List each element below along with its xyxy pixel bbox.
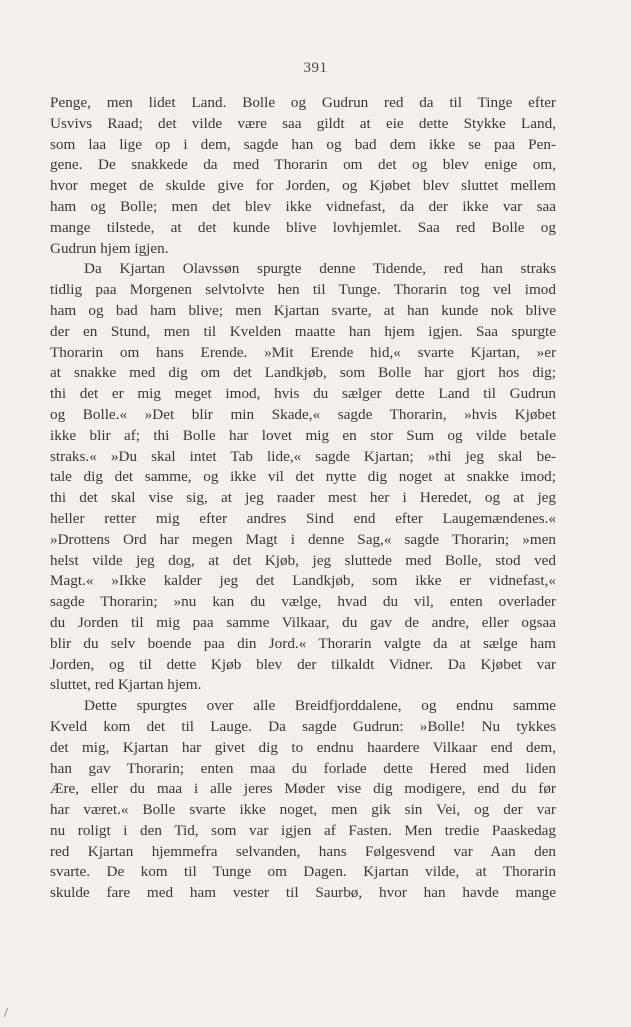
paragraph-2 <box>50 259 556 696</box>
text-line: Penge, men lidet Land. Bolle og Gudrun red da til Tinge efter <box>50 94 556 111</box>
text-line: thi det skal vise sig, at jeg raader mest her i Heredet, og at jeg <box>50 489 556 507</box>
margin-mark: / <box>4 1006 8 1021</box>
text-line: Gudrun hjem igjen. <box>50 239 169 257</box>
text-line: nu roligt i den Tid, som var igjen af Fasten. Men tredie Paaskedag <box>50 821 556 839</box>
text-line: hvor meget de skulde give for Jorden, og Kjøbet blev sluttet mellem <box>50 177 556 195</box>
text-line: heller retter mig efter andres Sind end efter Laugemændenes.« <box>50 509 556 527</box>
text-line: red Kjartan hjemmefra selvanden, hans Følgesvend var Aan den <box>50 842 556 860</box>
text-line: ham og bad ham blive; men Kjartan svarte, at han kunde nok blive <box>50 301 556 319</box>
text-line: sagde Thorarin; »nu kan du vælge, hvad du vil, enten overlader <box>50 593 556 611</box>
text-line: Magt.« »Ikke kalder jeg det Landkjøb, som ikke er vidnefast,« <box>50 572 556 590</box>
text-line: svarte. De kom til Tunge om Dagen. Kjartan vilde, at Thorarin <box>50 863 556 881</box>
text-line: straks.« »Du skal intet Tab lide,« sagde Kjartan; »thi jeg skal be- <box>50 447 556 465</box>
text-line: helst vilde jeg dog, at det Kjøb, jeg sluttede med Bolle, stod ved <box>50 551 556 569</box>
text-line: thi det er mig meget imod, hvis du sælger dette Land til Gudrun <box>50 385 556 403</box>
text-line: der en Stund, men til Kvelden maatte han hjem igjen. Saa spurgte <box>50 322 556 340</box>
text-line: sluttet, red Kjartan hjem. <box>50 676 202 694</box>
text-line: skulde fare med ham vester til Saurbø, hvor han havde mange <box>50 884 556 902</box>
text-line: Kveld kom det til Lauge. Da sagde Gudrun: »Bolle! Nu tykkes <box>50 717 556 735</box>
text-line: »Drottens Ord har megen Magt i denne Sag,« sagde Thorarin; »men <box>50 530 556 548</box>
text-line: det mig, Kjartan har givet dig to endnu haardere Vilkaar end dem, <box>50 738 556 756</box>
text-line: at snakke med dig om det Landkjøb, som Bolle har gjort hos dig; <box>50 364 556 382</box>
text-line: gene. De snakkede da med Thorarin om det og blev enige om, <box>50 156 556 174</box>
paragraph-3 <box>50 696 556 904</box>
body-text <box>50 93 556 904</box>
text-line: Jorden, og til dette Kjøb blev der tilkaldt Vidner. Da Kjøbet var <box>50 655 556 673</box>
text-line: Dette spurgtes over alle Breidfjorddalene, og endnu samme <box>84 697 556 715</box>
text-line: Da Kjartan Olavssøn spurgte denne Tidende, red han straks <box>84 260 556 278</box>
text-line: tale dig det samme, og ikke vil det nytte dig noget at snakke imod; <box>50 468 556 486</box>
text-line: han gav Thorarin; enten maa du forlade dette Hered med liden <box>50 759 556 777</box>
text-line: blir du selv boende paa din Jord.« Thorarin valgte da at sælge ham <box>50 634 556 652</box>
text-line: og Bolle.« »Det blir min Skade,« sagde Thorarin, »hvis Kjøbet <box>50 405 556 423</box>
text-line: Ære, eller du maa i alle jeres Møder vise dig modigere, end du før <box>50 780 556 798</box>
paragraph-1 <box>50 93 556 259</box>
text-line: Thorarin om hans Erende. »Mit Erende hid,« svarte Kjartan, »er <box>50 343 556 361</box>
page-number: 391 <box>303 60 328 76</box>
text-line: Usvivs Raad; det vilde være saa gildt at eie dette Stykke Land, <box>50 114 556 132</box>
text-line: som laa lige op i dem, sagde han og bad dem ikke se paa Pen- <box>50 135 556 153</box>
text-line: ham og Bolle; men det blev ikke vidnefast, da der ikke var saa <box>50 197 556 215</box>
text-line: tidlig paa Morgenen selvtolvte hen til Tunge. Thorarin tog vel imod <box>50 281 556 299</box>
text-line: ikke blir af; thi Bolle har lovet mig en stor Sum og vilde betale <box>50 426 556 444</box>
text-line: du Jorden til mig paa samme Vilkaar, du gav de andre, eller ogsaa <box>50 613 556 631</box>
text-line: har været.« Bolle svarte ikke noget, men gik sin Vei, og der var <box>50 801 556 819</box>
text-line: mange tilstede, at det kunde blive lovhjemlet. Saa red Bolle og <box>50 218 556 236</box>
